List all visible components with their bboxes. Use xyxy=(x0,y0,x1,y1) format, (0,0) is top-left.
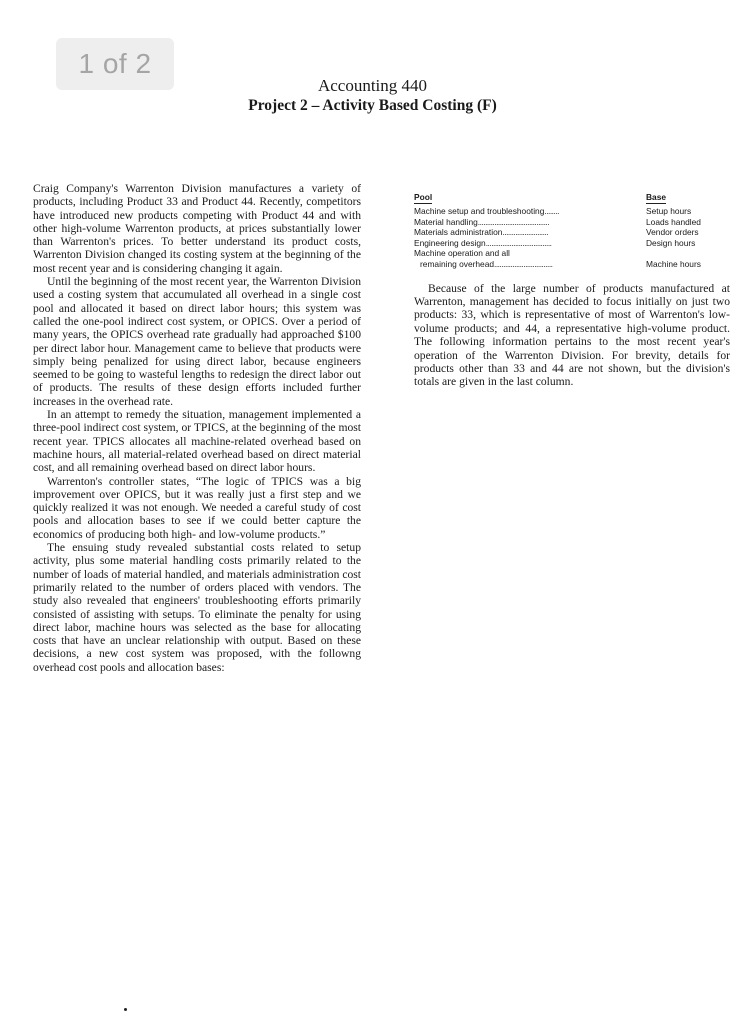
leader-dots: ................................ xyxy=(494,258,553,269)
allocation-base: Machine hours xyxy=(646,258,701,269)
paragraph: Because of the large number of products manufactured at Warrenton, management has decided to focus initially on just two products: 33, which is representative of most of Warrenton's low-volume products; and 44, a representative high-volume product. The following information pertains to the most recent year's operation of the Warrenton Division. For brevity, details for products other than 33 and 44 are not shown, but the division's totals are given in the last column. xyxy=(414,281,730,389)
pool-name: Material handling xyxy=(414,216,478,227)
base-header: Base xyxy=(646,192,667,202)
paragraph: Warrenton's controller states, “The logic of TPICS was a big improvement over OPICS, but it was really just a first step and we quickly realized it was not enough. We needed a careful study of cost pools and allocation bases to see if we could better capture the economics of producing both high- and low-volume products.” xyxy=(33,474,361,541)
right-column xyxy=(414,192,730,389)
allocation-base: Loads handled xyxy=(646,216,701,227)
scan-speck xyxy=(124,1008,127,1011)
table-header xyxy=(414,192,730,206)
page-indicator: 1 of 2 xyxy=(56,38,174,90)
paragraph: The ensuing study revealed substantial costs related to setup activity, plus some material handling costs primarily related to the number of loads of material handled, and materials administration cost primarily related to the number of orders placed with vendors. The study also revealed that engineers' troubleshooting efforts primarily consisted of assisting with setups. To eliminate the penalty for using direct labor, machine hours was selected as the base for allocating costs that have an unclear relationship with output. Based on these decisions, a new cost system was proposed, with the followng overhead cost pools and allocation bases: xyxy=(33,541,361,674)
table-row xyxy=(414,206,730,217)
table-row xyxy=(414,227,730,238)
paragraph: In an attempt to remedy the situation, management implemented a three-pool indirect cost system, or TPICS, at the beginning of the most recent year. TPICS allocates all machine-related overhead based on machine hours, all material-related overhead based on direct material cost, and all remaining overhead based on direct labor hours. xyxy=(33,408,361,475)
table-row xyxy=(414,248,730,259)
paragraph: Until the beginning of the most recent year, the Warrenton Division used a costing system that accumulated all overhead in a single cost pool and allocated it based on direct labor hours; this system was called the one-pool indirect cost system, or OPICS. Over a period of many years, the OPICS overhead rate gradually had approached $100 per direct labor hour. Management came to believe that products were simply being penalized for using direct labor, because engineers seemed to be going to wasteful lengths to redesign the direct labor out of products. The results of these design efforts included further increases in the overhead rate. xyxy=(33,275,361,408)
right-column-text xyxy=(414,282,730,389)
pool-name: remaining overhead xyxy=(420,258,495,269)
pool-name: Materials administration xyxy=(414,227,503,238)
allocation-base: Design hours xyxy=(646,237,696,248)
paragraph: Craig Company's Warrenton Division manufactures a variety of products, including Product 33 and Product 44. Recently, competitors have introduced new products competing with Product 44 and with other high-volume Warrenton products, at prices substantially lower than Warrenton's prices. To better understand its product costs, Warrenton Division changed its costing system at the beginning of the most recent year and is considering changing it again. xyxy=(33,182,361,275)
project-title: Project 2 – Activity Based Costing (F) xyxy=(248,97,497,114)
leader-dots: ......................... xyxy=(502,227,549,238)
table-row xyxy=(414,259,730,270)
pool-name: Machine setup and troubleshooting xyxy=(414,206,545,216)
leader-dots: .................................... xyxy=(485,237,552,248)
pool-name: Machine operation and all xyxy=(414,248,510,259)
pool-name: Engineering design xyxy=(414,237,486,248)
cost-pool-table xyxy=(414,192,730,270)
table-row xyxy=(414,217,730,228)
pool-header: Pool xyxy=(414,192,433,202)
allocation-base: Vendor orders xyxy=(646,227,699,238)
left-column-text xyxy=(33,182,361,674)
table-row xyxy=(414,238,730,249)
allocation-base: Setup hours xyxy=(646,206,692,216)
leader-dots: ........ xyxy=(544,206,559,216)
course-title: Accounting 440 xyxy=(317,76,428,95)
leader-dots: ....................................... xyxy=(477,216,550,227)
